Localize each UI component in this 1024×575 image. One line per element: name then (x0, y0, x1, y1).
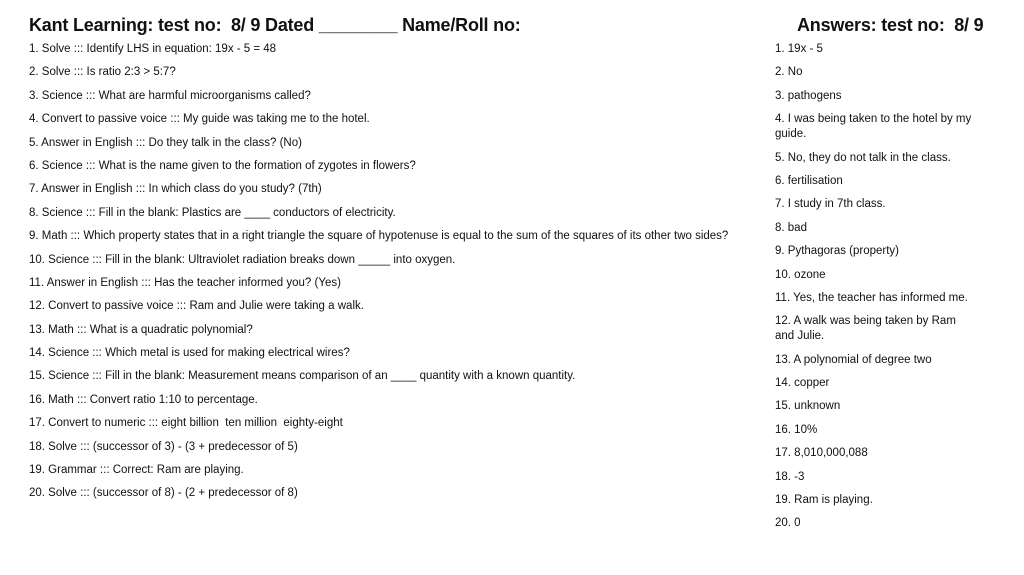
answer-item: 4. I was being taken to the hotel by my guide. (775, 113, 975, 141)
worksheet-title: Kant Learning: test no: 8/ 9 Dated ________ Name/Roll no: (29, 15, 521, 35)
answer-item: 7. I study in 7th class. (775, 198, 886, 211)
question-item: 20. Solve ::: (successor of 8) - (2 + predecessor of 8) (29, 487, 298, 500)
question-item: 13. Math ::: What is a quadratic polynomial? (29, 323, 253, 336)
answer-item: 13. A polynomial of degree two (775, 353, 932, 366)
question-item: 19. Grammar ::: Correct: Ram are playing. (29, 464, 244, 477)
answer-item: 20. 0 (775, 517, 801, 530)
question-item: 8. Science ::: Fill in the blank: Plastics are ____ conductors of electricity. (29, 206, 396, 219)
answer-item: 19. Ram is playing. (775, 494, 873, 507)
answer-item: 18. -3 (775, 470, 805, 483)
answer-item: 1. 19x - 5 (775, 43, 823, 55)
answer-list (775, 42, 975, 540)
question-item: 15. Science ::: Fill in the blank: Measurement means comparison of an ____ quantity with a known quantity. (29, 370, 576, 383)
answers-title: Answers: test no: 8/ 9 (797, 15, 984, 35)
answer-item: 2. No (775, 66, 803, 79)
question-item: 7. Answer in English ::: In which class do you study? (7th) (29, 183, 322, 196)
question-item: 17. Convert to numeric ::: eight billion ten million eighty-eight (29, 417, 343, 430)
answer-item: 10. ozone (775, 268, 826, 281)
answer-item: 17. 8,010,000,088 (775, 447, 868, 460)
question-item: 5. Answer in English ::: Do they talk in the class? (No) (29, 136, 302, 149)
answer-item: 9. Pythagoras (property) (775, 245, 900, 258)
question-item: 2. Solve ::: Is ratio 2:3 > 5:7? (29, 66, 176, 79)
question-item: 18. Solve ::: (successor of 3) - (3 + predecessor of 5) (29, 440, 298, 453)
answer-item: 11. Yes, the teacher has informed me. (775, 291, 968, 304)
question-item: 1. Solve ::: Identify LHS in equation: 19x - 5 = 48 (29, 43, 277, 55)
answer-item: 15. unknown (775, 400, 841, 413)
answer-item: 14. copper (775, 377, 830, 390)
question-item: 6. Science ::: What is the name given to the formation of zygotes in flowers? (29, 159, 416, 172)
answer-item: 6. fertilisation (775, 174, 843, 187)
question-item: 3. Science ::: What are harmful microorganisms called? (29, 89, 311, 102)
answer-item: 16. 10% (775, 423, 818, 436)
answer-item: 12. A walk was being taken by Ram and Julie. (775, 315, 960, 343)
question-item: 16. Math ::: Convert ratio 1:10 to percentage. (29, 393, 258, 406)
question-list (29, 42, 729, 510)
answer-item: 3. pathogens (775, 89, 842, 102)
question-item: 12. Convert to passive voice ::: Ram and Julie were taking a walk. (29, 300, 364, 313)
question-item: 14. Science ::: Which metal is used for making electrical wires? (29, 347, 350, 360)
question-item: 4. Convert to passive voice ::: My guide was taking me to the hotel. (29, 113, 370, 126)
answer-item: 8. bad (775, 221, 807, 234)
question-item: 10. Science ::: Fill in the blank: Ultraviolet radiation breaks down _____ into oxygen. (29, 253, 456, 266)
answer-item: 5. No, they do not talk in the class. (775, 151, 951, 164)
question-item: 9. Math ::: Which property states that in a right triangle the square of hypotenuse is equal to the sum of the squares of its other two sides? (29, 230, 729, 243)
question-item: 11. Answer in English ::: Has the teacher informed you? (Yes) (29, 276, 341, 289)
